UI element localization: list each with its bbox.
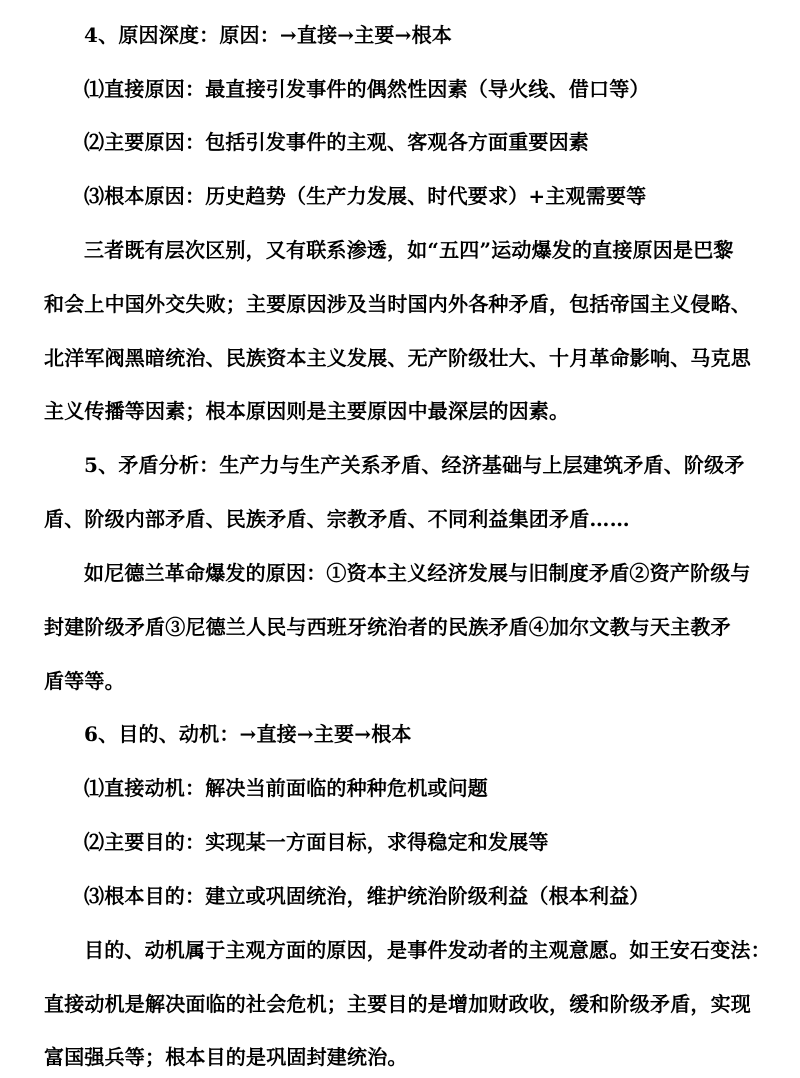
heading-cause-depth: 4、原因深度：原因：→直接→主要→根本 (84, 23, 452, 47)
paragraph-may-fourth-line-4: 主义传播等因素；根本原因则是主要原因中最深层的因素。 (44, 399, 570, 423)
paragraph-wang-anshi-line-2: 直接动机是解决面临的社会危机；主要目的是增加财政收，缓和阶级矛盾，实现 (44, 992, 751, 1016)
item-root-purpose: ⑶根本目的：建立或巩固统治，维护统治阶级利益（根本利益） (84, 884, 650, 908)
paragraph-netherlands-line-3: 盾等等。 (44, 669, 125, 693)
paragraph-netherlands-line-2: 封建阶级矛盾③尼德兰人民与西班牙统治者的民族矛盾④加尔文教与天主教矛 (44, 615, 731, 639)
paragraph-wang-anshi-line-3: 富国强兵等；根本目的是巩固封建统治。 (44, 1045, 408, 1069)
item-direct-motive: ⑴直接动机：解决当前面临的种种危机或问题 (84, 776, 488, 800)
heading-contradiction-analysis-line-2: 盾、阶级内部矛盾、民族矛盾、宗教矛盾、不同利益集团矛盾…… (44, 507, 630, 531)
item-root-cause: ⑶根本原因：历史趋势（生产力发展、时代要求）+主观需要等 (84, 184, 647, 208)
paragraph-may-fourth-line-3: 北洋军阀黑暗统治、民族资本主义发展、无产阶级壮大、十月革命影响、马克思 (44, 346, 751, 370)
paragraph-wang-anshi-line-1: 目的、动机属于主观方面的原因，是事件发动者的主观意愿。如王安石变法： (84, 938, 771, 962)
item-direct-cause: ⑴直接原因：最直接引发事件的偶然性因素（导火线、借口等） (84, 77, 650, 101)
item-main-purpose: ⑵主要目的：实现某一方面目标，求得稳定和发展等 (84, 830, 549, 854)
heading-purpose-motive: 6、目的、动机：→直接→主要→根本 (84, 722, 412, 746)
item-main-cause: ⑵主要原因：包括引发事件的主观、客观各方面重要因素 (84, 130, 589, 154)
paragraph-may-fourth-line-1: 三者既有层次区别，又有联系渗透，如“五四”运动爆发的直接原因是巴黎 (84, 238, 734, 262)
paragraph-netherlands-line-1: 如尼德兰革命爆发的原因：①资本主义经济发展与旧制度矛盾②资产阶级与 (84, 561, 751, 585)
heading-contradiction-analysis-line-1: 5、矛盾分析：生产力与生产关系矛盾、经济基础与上层建筑矛盾、阶级矛 (84, 453, 745, 477)
paragraph-may-fourth-line-2: 和会上中国外交失败；主要原因涉及当时国内外各种矛盾，包括帝国主义侵略、 (44, 292, 751, 316)
